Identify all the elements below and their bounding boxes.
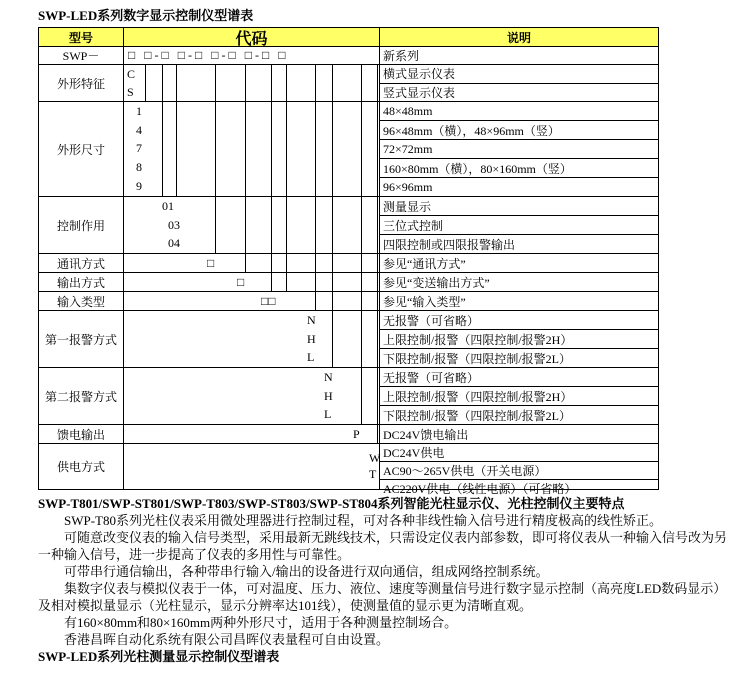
table-row-model-prefix — [39, 46, 658, 64]
code-value: □ — [207, 255, 215, 270]
code-value: C — [127, 66, 136, 81]
row-label: 供电方式 — [39, 444, 124, 489]
code-value: H — [324, 388, 333, 403]
header-code — [124, 28, 379, 46]
desc-line: DC24V供电 — [383, 446, 445, 460]
table-row-input-type — [39, 291, 658, 310]
desc-line: 无报警（可省略） — [383, 370, 480, 385]
code-value: T — [369, 467, 377, 481]
row-code-cell — [124, 368, 379, 424]
features-heading: SWP-T801/SWP-ST801/SWP-T803/SWP-ST803/SWP-ST804系列智能光柱显示仪、光柱控制仪主要特点 — [38, 496, 625, 511]
row-code-cell — [124, 292, 379, 310]
row-desc-cell — [379, 425, 658, 443]
code-value: S — [127, 84, 134, 99]
row-desc-cell — [379, 444, 658, 496]
desc-line: 160×80mm（横），80×160mm（竖） — [380, 158, 658, 177]
row-label: 输出方式 — [39, 273, 124, 291]
row-label: 外形尺寸 — [39, 102, 124, 196]
table-row-alarm1 — [39, 310, 658, 367]
row-desc-cell — [379, 47, 658, 64]
code-value: W — [369, 451, 381, 465]
table-row-output-mode — [39, 272, 658, 291]
feature-paragraph: 可随意改变仪表的输入信号类型，采用最新无跳线技术，只需设定仪表内部参数，即可将仪表从一种输入信号改为另一种输入信号，进一步提高了仪表的多用性与可靠性。 — [38, 530, 728, 562]
table-row-power-supply — [39, 443, 658, 496]
row-desc-cell — [379, 102, 658, 196]
desc-line: 下限控制/报警（四限控制/报警2L） — [380, 348, 658, 367]
row-desc-cell — [379, 311, 658, 367]
code-value: 01 — [162, 198, 174, 213]
desc-line: DC24V馈电输出 — [383, 427, 469, 442]
row-desc-cell — [379, 368, 658, 424]
row-code-cell — [124, 254, 379, 272]
code-value: L — [307, 350, 315, 365]
row-label: 通讯方式 — [39, 254, 124, 272]
code-value: N — [307, 312, 316, 327]
desc-line: 无报警（可省略） — [383, 313, 480, 328]
code-value: H — [307, 331, 316, 346]
code-value: 04 — [168, 236, 180, 251]
code-value: 7 — [136, 141, 142, 156]
desc-line: 三位式控制 — [380, 215, 658, 234]
desc-line: 竖式显示仪表 — [380, 83, 658, 102]
row-code-cell — [124, 47, 379, 64]
bottom-title: SWP-LED系列光柱测量显示控制仪型谱表 — [38, 649, 280, 664]
row-desc-cell — [379, 273, 658, 291]
desc-line: 参见“变送输出方式” — [383, 275, 490, 290]
desc-line: 参见“输入类型” — [383, 294, 466, 309]
code-boxes: □ □-□ □-□ □-□ □-□ □ — [128, 48, 289, 62]
row-code-cell — [124, 65, 379, 101]
desc-line: 上限控制/报警（四限控制/报警2H） — [380, 386, 658, 405]
features-section — [38, 495, 728, 665]
row-code-cell — [124, 444, 379, 489]
code-value: 03 — [168, 217, 180, 232]
desc-line: 72×72mm — [380, 139, 658, 158]
desc-line: 测量显示 — [383, 199, 432, 214]
row-label: 第一报警方式 — [39, 311, 124, 367]
desc-line: 新系列 — [383, 49, 420, 63]
header-code-label: 代码 — [235, 30, 268, 48]
row-label: SWP－ — [39, 47, 124, 64]
code-value: 8 — [136, 160, 142, 175]
feature-paragraph: 有160×80mm和80×160mm两种外形尺寸，适用于各种测量控制场合。 — [64, 615, 458, 630]
desc-line: AC90～265V供电（开关电源） — [380, 461, 658, 479]
table-row-alarm2 — [39, 367, 658, 424]
row-label: 第二报警方式 — [39, 368, 124, 424]
page-title: SWP-LED系列数字显示控制仪型谱表 — [38, 8, 254, 23]
row-desc-cell — [379, 65, 658, 101]
row-code-cell — [124, 102, 379, 196]
code-value: □□ — [261, 293, 276, 308]
code-value: 1 — [136, 103, 142, 118]
row-label: 控制作用 — [39, 197, 124, 253]
code-value: P — [353, 426, 360, 441]
desc-line: 48×48mm — [383, 103, 433, 118]
table-row-shape-size — [39, 101, 658, 196]
code-value: 9 — [136, 179, 142, 194]
feature-paragraph: 集数字仪表与模拟仪表于一体，可对温度、压力、液位、速度等测量信号进行数字显示控制（高亮度LED数码显示）及相对模拟量显示（光柱显示，显示分辨率达101线），使测量值的显示更为清晰直观。 — [38, 581, 727, 613]
header-desc — [379, 28, 658, 46]
desc-line: 下限控制/报警（四限控制/报警2L） — [380, 405, 658, 424]
desc-line: 96×96mm — [380, 177, 658, 196]
row-code-cell — [124, 425, 379, 443]
row-desc-cell — [379, 197, 658, 253]
feature-paragraph: 可带串行通信输出，各种带串行输入/输出的设备进行双向通信，组成网络控制系统。 — [64, 564, 549, 579]
table-row-control-action — [39, 196, 658, 253]
feature-paragraph: 香港昌晖自动化系统有限公司昌晖仪表量程可自由设置。 — [64, 632, 390, 647]
desc-line: 上限控制/报警（四限控制/报警2H） — [380, 329, 658, 348]
table-header-row — [39, 28, 658, 46]
row-code-cell — [124, 311, 379, 367]
desc-line: 四限控制或四限报警输出 — [380, 234, 658, 253]
desc-line: 96×48mm（横），48×96mm（竖） — [380, 120, 658, 139]
code-value: □ — [237, 274, 245, 289]
table-row-shape-feature — [39, 64, 658, 101]
desc-line: AC220V供电（线性电源）（可省略） — [380, 479, 658, 497]
table-row-comm-mode — [39, 253, 658, 272]
code-value: 4 — [136, 122, 142, 137]
row-label: 输入类型 — [39, 292, 124, 310]
row-desc-cell — [379, 292, 658, 310]
row-desc-cell — [379, 254, 658, 272]
row-label: 馈电输出 — [39, 425, 124, 443]
header-model: 型号 — [39, 28, 124, 46]
code-value: L — [324, 407, 332, 422]
code-value: N — [324, 369, 333, 384]
row-code-cell — [124, 197, 379, 253]
table-row-feed-output — [39, 424, 658, 443]
desc-line: 横式显示仪表 — [383, 67, 456, 82]
row-label: 外形特征 — [39, 65, 124, 101]
feature-paragraph: SWP-T80系列光柱仪表采用微处理器进行控制过程，可对各种非线性输入信号进行精度极高的线性矫正。 — [64, 513, 663, 528]
desc-line: 参见“通讯方式” — [383, 256, 466, 271]
row-code-cell — [124, 273, 379, 291]
header-desc-label: 说明 — [506, 30, 531, 45]
model-spec-table — [38, 27, 659, 496]
